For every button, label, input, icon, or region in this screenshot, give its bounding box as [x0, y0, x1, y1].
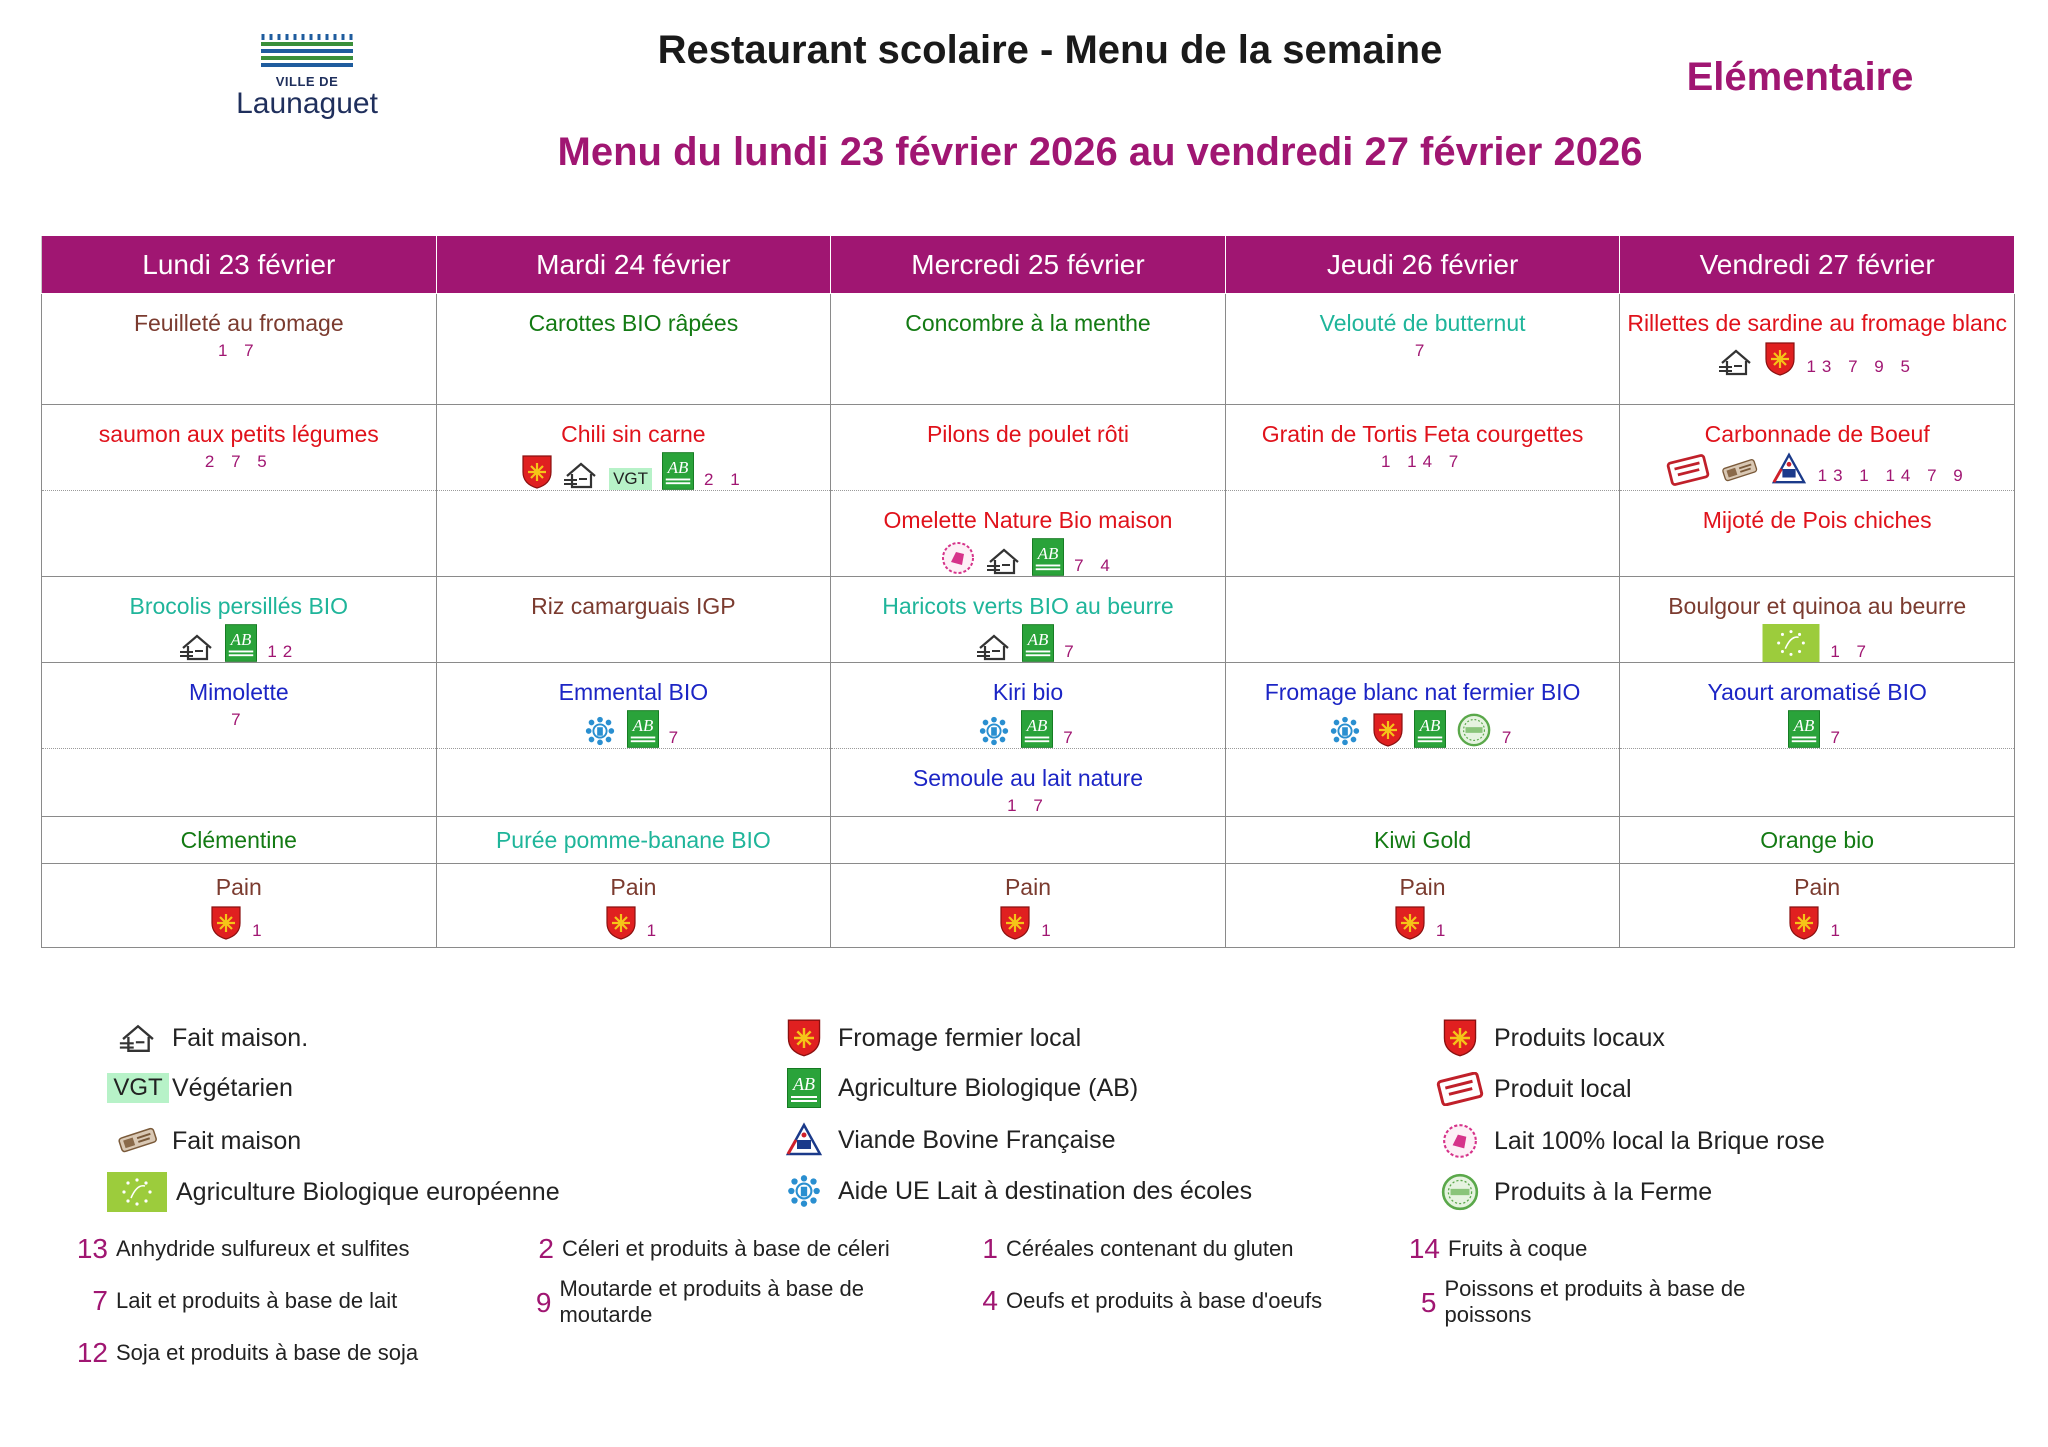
dish-name: Omelette Nature Bio maison — [883, 507, 1173, 533]
allergen-label: Céréales contenant du gluten — [1006, 1236, 1294, 1261]
allergen-codes: 7 — [1063, 728, 1079, 747]
allergen-codes: 1 7 — [1007, 796, 1049, 815]
menu-cell — [1620, 491, 2015, 577]
ab-organic-icon — [225, 624, 257, 662]
ab-organic-icon — [1414, 710, 1446, 748]
day-header-friday: Vendredi 27 février — [1620, 236, 2015, 294]
allergen-codes: 1 7 — [1830, 642, 1872, 661]
table-row-side — [42, 577, 2015, 663]
legend-label: Lait 100% local la Brique rose — [1494, 1126, 1825, 1155]
menu-cell — [42, 577, 437, 663]
eu-milk-aid-icon — [583, 714, 617, 748]
local-cheese-shield-icon — [786, 1018, 822, 1058]
table-row-bread — [42, 864, 2015, 948]
allergen-number: 2 — [538, 1233, 554, 1264]
day-header-tuesday: Mardi 24 février — [436, 236, 831, 294]
menu-cell — [831, 749, 1226, 817]
legend-item-produits-ferme — [1432, 1172, 1712, 1212]
fait-maison-cow-icon — [116, 1124, 160, 1158]
french-beef-icon — [784, 1122, 824, 1158]
eu-milk-aid-icon — [977, 714, 1011, 748]
menu-cell — [831, 864, 1226, 948]
dish-name: Pain — [610, 874, 657, 900]
menu-cell — [831, 663, 1226, 749]
day-header-wednesday: Mercredi 25 février — [831, 236, 1226, 294]
farm-products-icon — [1440, 1172, 1480, 1212]
menu-cell — [42, 405, 437, 491]
allergen-legend-item — [70, 1337, 419, 1368]
ab-organic-icon — [1021, 710, 1053, 748]
table-row-main — [42, 405, 2015, 491]
allergen-number: 5 — [1420, 1287, 1437, 1318]
dish-name: Chili sin carne — [561, 421, 706, 447]
legend-label: Fait maison. — [172, 1023, 309, 1052]
menu-cell — [1620, 663, 2015, 749]
menu-cell — [1620, 294, 2015, 405]
allergen-number: 12 — [76, 1337, 108, 1368]
menu-cell-empty — [1620, 749, 2015, 817]
allergen-label: Moutarde et produits à base de moutarde — [559, 1276, 864, 1327]
table-row-starter — [42, 294, 2015, 405]
legend-item-vegetarien — [110, 1073, 293, 1103]
dish-name: Purée pomme-banane BIO — [495, 827, 771, 853]
menu-cell-empty — [436, 749, 831, 817]
allergen-number: 13 — [76, 1233, 108, 1264]
allergen-legend-item — [1402, 1276, 1802, 1328]
allergen-label: Fruits à coque — [1448, 1236, 1588, 1261]
local-cheese-shield-icon — [1764, 341, 1796, 377]
dish-name: Pain — [215, 874, 262, 900]
allergen-legend-item — [70, 1233, 410, 1264]
allergen-codes: 7 — [1501, 728, 1518, 747]
allergen-codes: 13 1 14 7 9 — [1817, 466, 1969, 485]
school-level: Elémentaire — [1686, 55, 1914, 99]
ab-organic-icon — [787, 1068, 821, 1108]
house-icon — [976, 632, 1012, 662]
dish-name: Orange bio — [1760, 827, 1875, 853]
dish-name: Kiri bio — [992, 679, 1064, 705]
allergen-codes: 7 — [1064, 642, 1080, 661]
dish-name: saumon aux petits légumes — [98, 421, 379, 447]
menu-cell-empty — [1225, 577, 1620, 663]
local-products-shield-icon — [1394, 905, 1426, 941]
logo — [232, 32, 382, 128]
allergen-label: Poissons et produits à base de poissons — [1444, 1276, 1746, 1327]
menu-cell-empty — [42, 491, 437, 577]
eu-milk-aid-icon — [785, 1172, 823, 1210]
dish-name: Carottes BIO râpées — [528, 310, 739, 336]
allergen-number: 9 — [535, 1287, 552, 1318]
allergen-codes: 1 — [1041, 921, 1057, 940]
allergen-legend-item — [516, 1233, 890, 1264]
legend-label: Produits locaux — [1494, 1023, 1665, 1052]
allergen-codes: 13 7 9 5 — [1806, 357, 1916, 376]
legend-item-fait-maison-2 — [110, 1124, 301, 1158]
allergen-legend-item — [1402, 1233, 1588, 1264]
menu-cell — [1620, 405, 2015, 491]
dish-name: Brocolis persillés BIO — [129, 593, 349, 619]
menu-cell — [436, 817, 831, 864]
menu-date-range: Menu du lundi 23 février 2026 au vendredi 27 février 2026 — [557, 130, 1643, 174]
dish-name: Riz camarguais IGP — [531, 593, 736, 619]
produits-locaux-stamp-icon — [1666, 454, 1710, 486]
dish-name: Fromage blanc nat fermier BIO — [1264, 679, 1581, 705]
dish-name: Mimolette — [188, 679, 289, 705]
dish-name: Concombre à la menthe — [905, 310, 1151, 336]
house-icon — [986, 546, 1022, 576]
dish-name: Pain — [1004, 874, 1051, 900]
eu-organic-leaf-icon — [1762, 624, 1820, 662]
menu-cell-empty — [1225, 749, 1620, 817]
dish-name: Clémentine — [180, 827, 297, 853]
menu-cell — [831, 577, 1226, 663]
menu-cell — [831, 294, 1226, 405]
legend-item-aide-ue — [776, 1172, 1252, 1210]
menu-cell — [1620, 864, 2015, 948]
allergen-codes: 12 — [267, 642, 299, 661]
dish-name: Pilons de poulet rôti — [926, 421, 1129, 447]
dish-name: Mijoté de Pois chiches — [1702, 507, 1932, 533]
allergen-label: Anhydride sulfureux et sulfites — [116, 1236, 410, 1261]
house-icon — [1718, 347, 1754, 377]
eu-organic-leaf-icon — [106, 1172, 168, 1212]
menu-cell — [831, 491, 1226, 577]
allergen-legend-item — [960, 1233, 1294, 1264]
dish-name: Rillettes de sardine au fromage blanc — [1627, 310, 2008, 336]
menu-cell-empty — [1225, 491, 1620, 577]
allergen-codes: 1 — [646, 921, 663, 940]
menu-cell-empty — [42, 749, 437, 817]
allergen-codes: 2 7 5 — [204, 452, 273, 471]
legend-label: Produit local — [1494, 1074, 1632, 1103]
brique-rose-icon — [940, 540, 976, 576]
allergen-codes: 2 1 — [704, 470, 746, 489]
ab-organic-icon — [1032, 538, 1064, 576]
allergen-codes: 7 — [668, 728, 685, 747]
dish-name: Emmental BIO — [558, 679, 709, 705]
dish-name: Yaourt aromatisé BIO — [1707, 679, 1927, 705]
local-products-shield-icon — [210, 905, 242, 941]
menu-cell — [436, 405, 831, 491]
allergen-number: 7 — [92, 1285, 108, 1316]
legend-label: Agriculture Biologique (AB) — [838, 1073, 1139, 1102]
house-icon — [179, 632, 215, 662]
legend-item-fromage-fermier — [776, 1018, 1081, 1058]
legend-label: Fromage fermier local — [838, 1023, 1082, 1052]
vegetarian-badge: VGT — [107, 1073, 168, 1103]
day-header-monday: Lundi 23 février — [42, 236, 437, 294]
menu-cell — [42, 294, 437, 405]
vegetarian-badge: VGT — [609, 468, 652, 490]
ab-organic-icon — [1788, 710, 1820, 748]
dish-name: Gratin de Tortis Feta courgettes — [1261, 421, 1584, 447]
local-products-shield-icon — [605, 905, 637, 941]
local-products-shield-icon — [1442, 1018, 1478, 1058]
allergen-number: 4 — [982, 1285, 998, 1316]
menu-cell — [1620, 577, 2015, 663]
allergen-codes: 1 — [252, 921, 268, 940]
legend-label: Agriculture Biologique européenne — [176, 1177, 560, 1206]
table-row-dairy — [42, 663, 2015, 749]
menu-cell — [1225, 405, 1620, 491]
dish-name: Feuilleté au fromage — [133, 310, 344, 336]
ab-organic-icon — [1022, 624, 1054, 662]
allergen-label: Oeufs et produits à base d'oeufs — [1006, 1288, 1323, 1313]
brique-rose-icon — [1441, 1122, 1479, 1160]
local-products-shield-icon — [1788, 905, 1820, 941]
dish-name: Boulgour et quinoa au beurre — [1668, 593, 1967, 619]
logo-town-name: Launaguet — [236, 87, 378, 120]
menu-cell — [436, 864, 831, 948]
allergen-codes: 1 7 — [217, 341, 260, 360]
allergen-label: Soja et produits à base de soja — [116, 1340, 419, 1365]
menu-cell — [436, 663, 831, 749]
dish-name: Carbonnade de Boeuf — [1704, 421, 1930, 447]
day-header-row — [42, 236, 2015, 294]
legend-label: Fait maison — [172, 1126, 302, 1155]
ab-organic-icon — [627, 710, 659, 748]
menu-cell-empty — [436, 491, 831, 577]
dish-name: Haricots verts BIO au beurre — [882, 593, 1174, 619]
allergen-legend-item — [516, 1276, 936, 1328]
legend-label: Aide UE Lait à destination des écoles — [838, 1176, 1253, 1205]
legend-item-fait-maison — [110, 1022, 308, 1054]
allergen-codes: 7 — [1830, 728, 1846, 747]
local-products-shield-icon — [999, 905, 1031, 941]
allergen-codes: 1 — [1435, 921, 1452, 940]
table-row-main-alt — [42, 491, 2015, 577]
french-beef-icon — [1770, 452, 1808, 486]
allergen-codes: 1 14 7 — [1380, 452, 1465, 471]
ab-organic-icon — [662, 452, 694, 490]
allergen-label: Lait et produits à base de lait — [116, 1288, 398, 1313]
menu-cell — [1225, 294, 1620, 405]
dish-name: Kiwi Gold — [1374, 827, 1472, 853]
house-icon — [118, 1022, 158, 1054]
house-icon — [563, 460, 599, 490]
dish-name: Pain — [1399, 874, 1446, 900]
legend-item-ab — [776, 1068, 1138, 1108]
dish-name: Pain — [1794, 874, 1841, 900]
day-header-thursday: Jeudi 26 février — [1225, 236, 1620, 294]
menu-cell — [1225, 817, 1620, 864]
menu-cell — [1620, 817, 2015, 864]
allergen-codes: 7 4 — [1074, 556, 1116, 575]
local-products-shield-icon — [521, 454, 553, 490]
logo-small-text: VILLE DE — [275, 74, 339, 89]
dish-name: Velouté de butternut — [1319, 310, 1526, 336]
allergen-label: Céleri et produits à base de céleri — [562, 1236, 890, 1261]
legend-label: Produits à la Ferme — [1494, 1177, 1713, 1206]
produits-locaux-stamp-icon — [1436, 1072, 1484, 1106]
eu-milk-aid-icon — [1328, 714, 1362, 748]
allergen-legend-item — [70, 1285, 398, 1316]
fait-maison-cow-icon — [1720, 456, 1760, 486]
dish-name: Semoule au lait nature — [912, 765, 1144, 791]
menu-cell — [831, 405, 1226, 491]
allergen-codes: 7 — [231, 710, 247, 729]
menu-cell — [436, 294, 831, 405]
allergen-number: 1 — [982, 1233, 998, 1264]
menu-cell — [1225, 864, 1620, 948]
menu-cell-empty — [831, 817, 1226, 864]
logo-icon — [259, 32, 355, 70]
menu-cell — [42, 864, 437, 948]
menu-cell — [42, 663, 437, 749]
table-row-fruit — [42, 817, 2015, 864]
table-row-dessert-dairy — [42, 749, 2015, 817]
legend-item-produit-local — [1432, 1072, 1632, 1106]
legend-item-produits-locaux — [1432, 1018, 1665, 1058]
page-title: Restaurant scolaire - Menu de la semaine — [657, 28, 1443, 72]
legend-label: Végétarien — [172, 1073, 293, 1102]
farm-products-icon — [1456, 712, 1492, 748]
menu-table — [41, 235, 2015, 948]
allergen-codes: 1 — [1830, 921, 1846, 940]
allergen-legend-item — [960, 1285, 1323, 1316]
menu-cell — [1225, 663, 1620, 749]
legend-label: Viande Bovine Française — [838, 1125, 1116, 1154]
legend-item-viande-bovine — [776, 1122, 1116, 1158]
local-cheese-shield-icon — [1372, 712, 1404, 748]
allergen-codes: 7 — [1414, 341, 1431, 360]
menu-cell — [436, 577, 831, 663]
menu-cell — [42, 817, 437, 864]
legend-item-bio-europe — [104, 1172, 560, 1212]
allergen-number: 14 — [1408, 1233, 1440, 1264]
legend-item-lait-local — [1432, 1122, 1825, 1160]
